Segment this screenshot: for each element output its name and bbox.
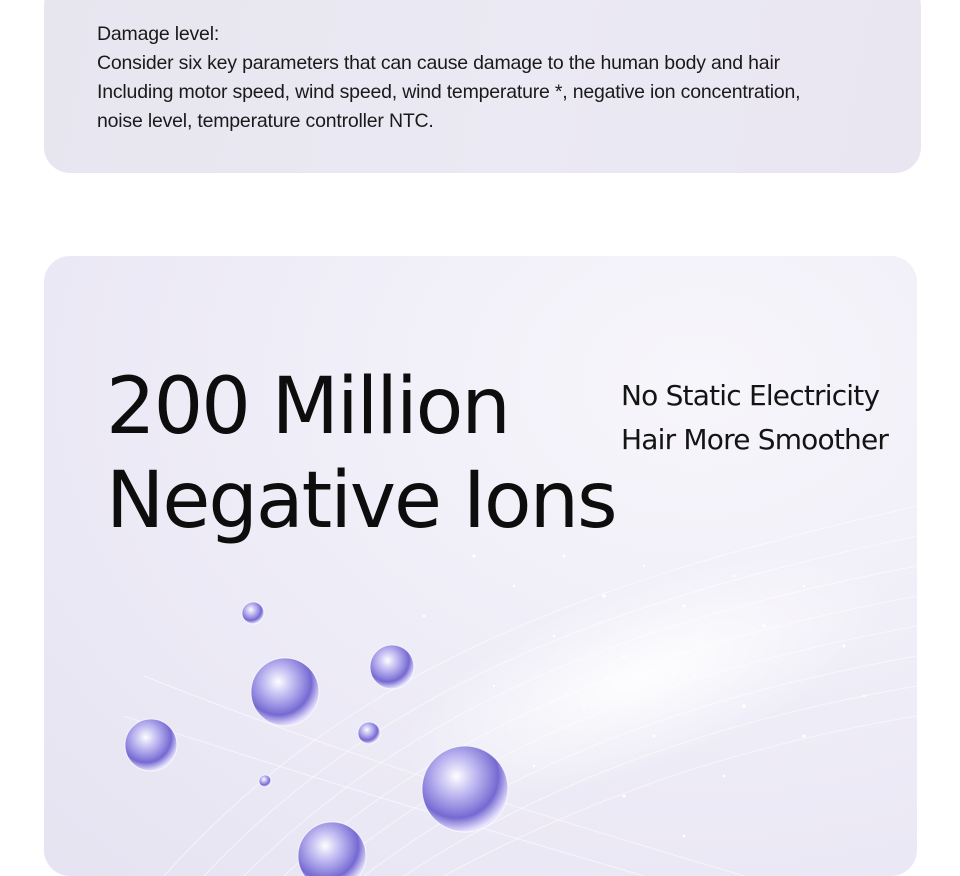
damage-info-card bbox=[44, 0, 921, 173]
damage-info-line: Including motor speed, wind speed, wind temperature *, negative ion concentration, bbox=[97, 81, 801, 103]
ion-bubble bbox=[298, 822, 366, 876]
headline-line-2: Negative Ions bbox=[106, 456, 616, 546]
ion-particles-illustration bbox=[44, 256, 917, 876]
ion-bubble bbox=[358, 722, 380, 744]
negative-ions-banner bbox=[44, 256, 917, 876]
ion-bubble bbox=[370, 645, 414, 689]
benefit-text bbox=[621, 374, 888, 462]
ion-bubble bbox=[251, 658, 319, 726]
damage-info-line: noise level, temperature controller NTC. bbox=[97, 110, 434, 132]
benefit-line-2: Hair More Smoother bbox=[621, 423, 889, 456]
damage-info-text bbox=[97, 20, 897, 136]
ion-bubble bbox=[125, 719, 177, 771]
headline bbox=[106, 360, 616, 548]
benefit-line-1: No Static Electricity bbox=[621, 379, 880, 412]
headline-line-1: 200 Million bbox=[106, 362, 509, 452]
damage-info-line: Damage level: bbox=[97, 23, 220, 45]
damage-info-line: Consider six key parameters that can cause damage to the human body and hair bbox=[97, 52, 780, 74]
ion-bubble bbox=[242, 602, 264, 624]
ion-bubble bbox=[259, 775, 271, 787]
ion-bubble bbox=[422, 746, 508, 832]
